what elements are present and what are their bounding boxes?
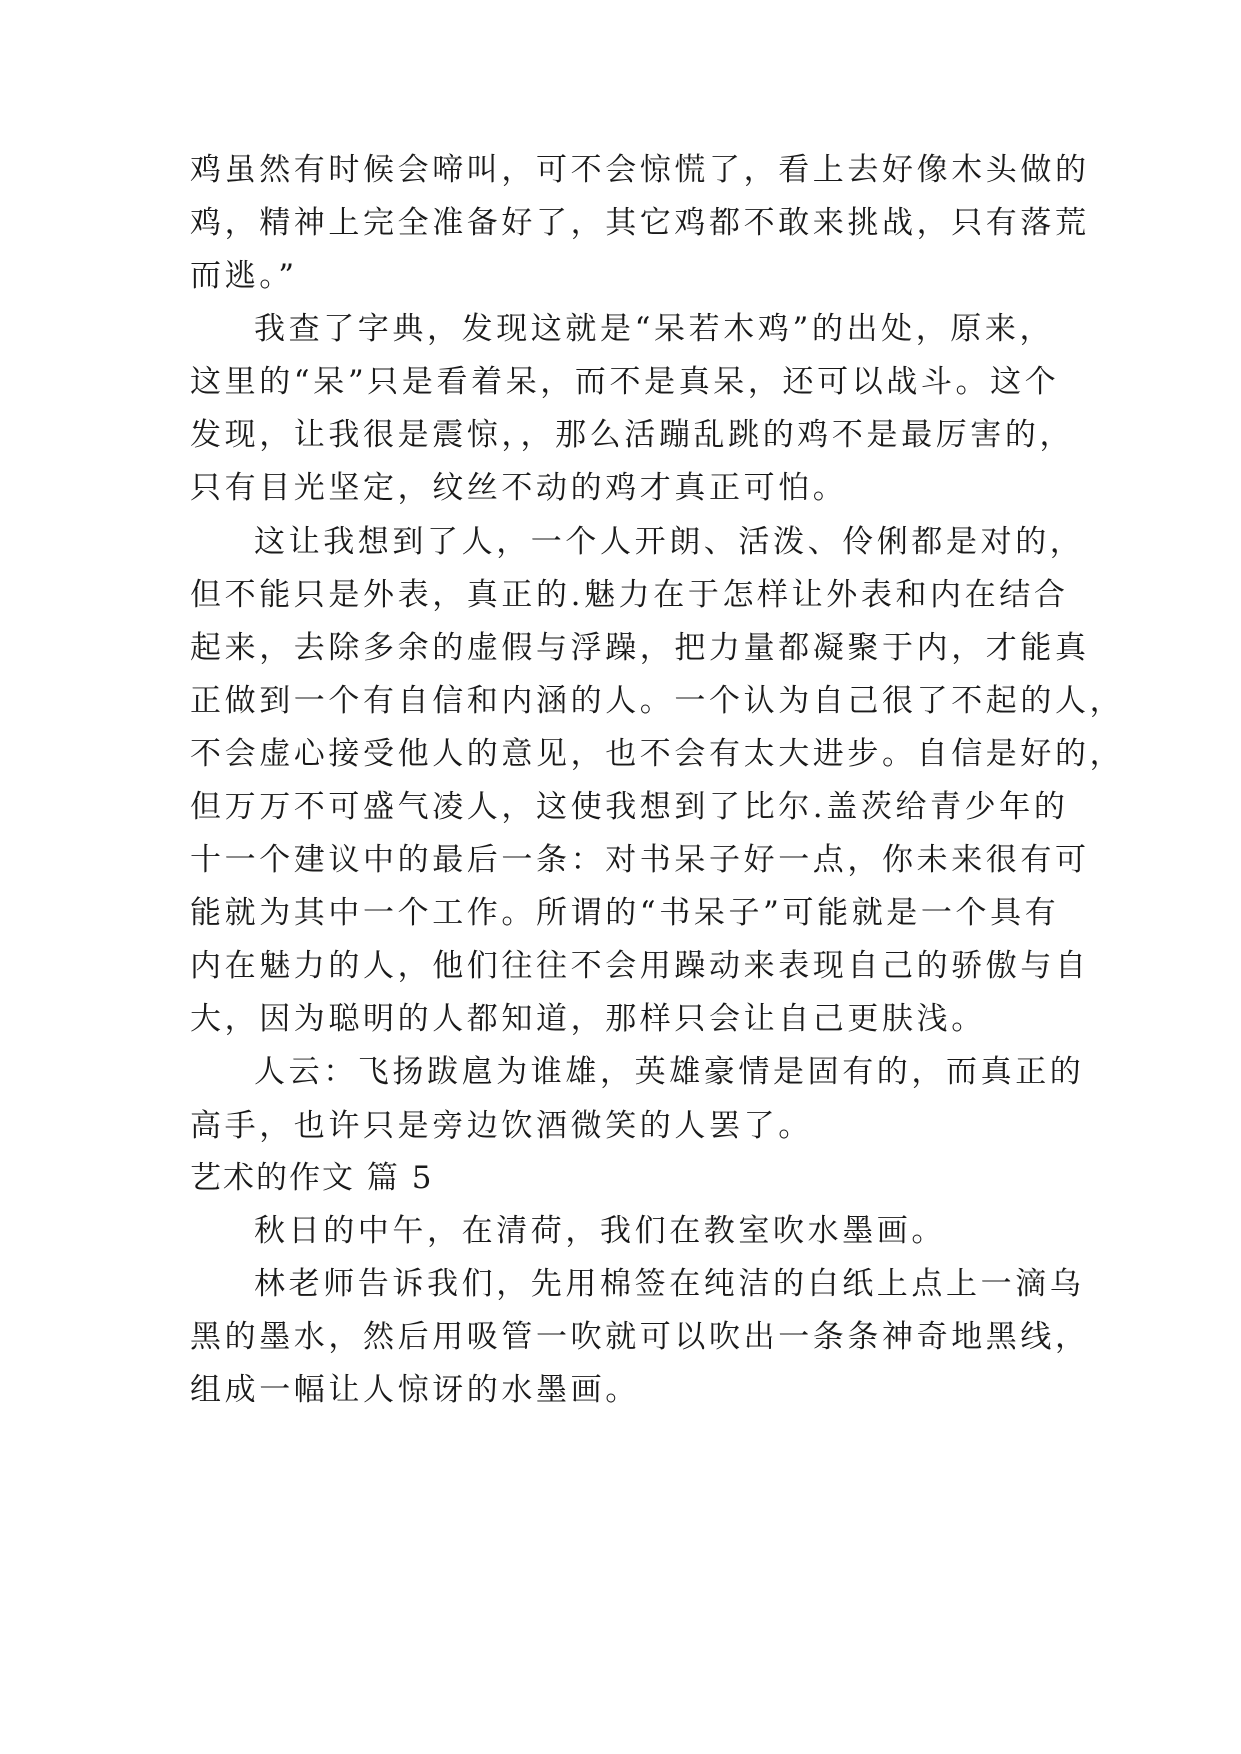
text-line: 组成一幅让人惊讶的水墨画。: [190, 1372, 640, 1408]
text-line: 这里的“呆”只是看着呆，而不是真呆，还可以战斗。这个: [190, 364, 1060, 400]
paragraph-start-line: 我查了字典，发现这就是“呆若木鸡”的出处，原来，: [254, 311, 1055, 347]
text-line: 起来，去除多余的虚假与浮躁，把力量都凝聚于内，才能真: [190, 630, 1090, 666]
text-line: 正做到一个有自信和内涵的人。一个认为自己很了不起的人，: [190, 683, 1125, 719]
text-line: 而逃。”: [190, 258, 298, 294]
text-line: 鸡，精神上完全准备好了，其它鸡都不敢来挑战，只有落荒: [190, 205, 1090, 241]
text-line: 但万万不可盛气凌人，这使我想到了比尔.盖茨给青少年的: [190, 789, 1069, 825]
text-line: 只有目光坚定，纹丝不动的鸡才真正可怕。: [190, 470, 848, 506]
text-line: 鸡虽然有时候会啼叫，可不会惊慌了，看上去好像木头做的: [190, 152, 1090, 188]
paragraph-start-line: 秋日的中午，在清荷，我们在教室吹水墨画。: [254, 1213, 946, 1249]
text-line: 黑的墨水，然后用吸管一吹就可以吹出一条条神奇地黑线，: [190, 1319, 1090, 1355]
text-line: 十一个建议中的最后一条：对书呆子好一点，你未来很有可: [190, 842, 1090, 878]
text-line: 但不能只是外表，真正的.魅力在于怎样让外表和内在结合: [190, 577, 1069, 613]
text-line: 高手，也许只是旁边饮酒微笑的人罢了。: [190, 1108, 813, 1144]
text-line: 发现，让我很是震惊，，那么活蹦乱跳的鸡不是最厉害的，: [190, 417, 1075, 453]
text-line: 大，因为聪明的人都知道，那样只会让自己更肤浅。: [190, 1001, 986, 1037]
text-line: 不会虚心接受他人的意见，也不会有太大进步。自信是好的，: [190, 736, 1125, 772]
text-line: 内在魅力的人，他们往往不会用躁动来表现自己的骄傲与自: [190, 948, 1090, 984]
paragraph-start-line: 林老师告诉我们，先用棉签在纯洁的白纸上点上一滴乌: [254, 1266, 1085, 1302]
text-line: 能就为其中一个工作。所谓的“书呆子”可能就是一个具有: [190, 895, 1060, 931]
paragraph-start-line: 这让我想到了人，一个人开朗、活泼、伶俐都是对的，: [254, 524, 1085, 560]
section-heading: 艺术的作文 篇 5: [190, 1160, 434, 1196]
paragraph-start-line: 人云：飞扬跋扈为谁雄，英雄豪情是固有的，而真正的: [254, 1054, 1085, 1090]
